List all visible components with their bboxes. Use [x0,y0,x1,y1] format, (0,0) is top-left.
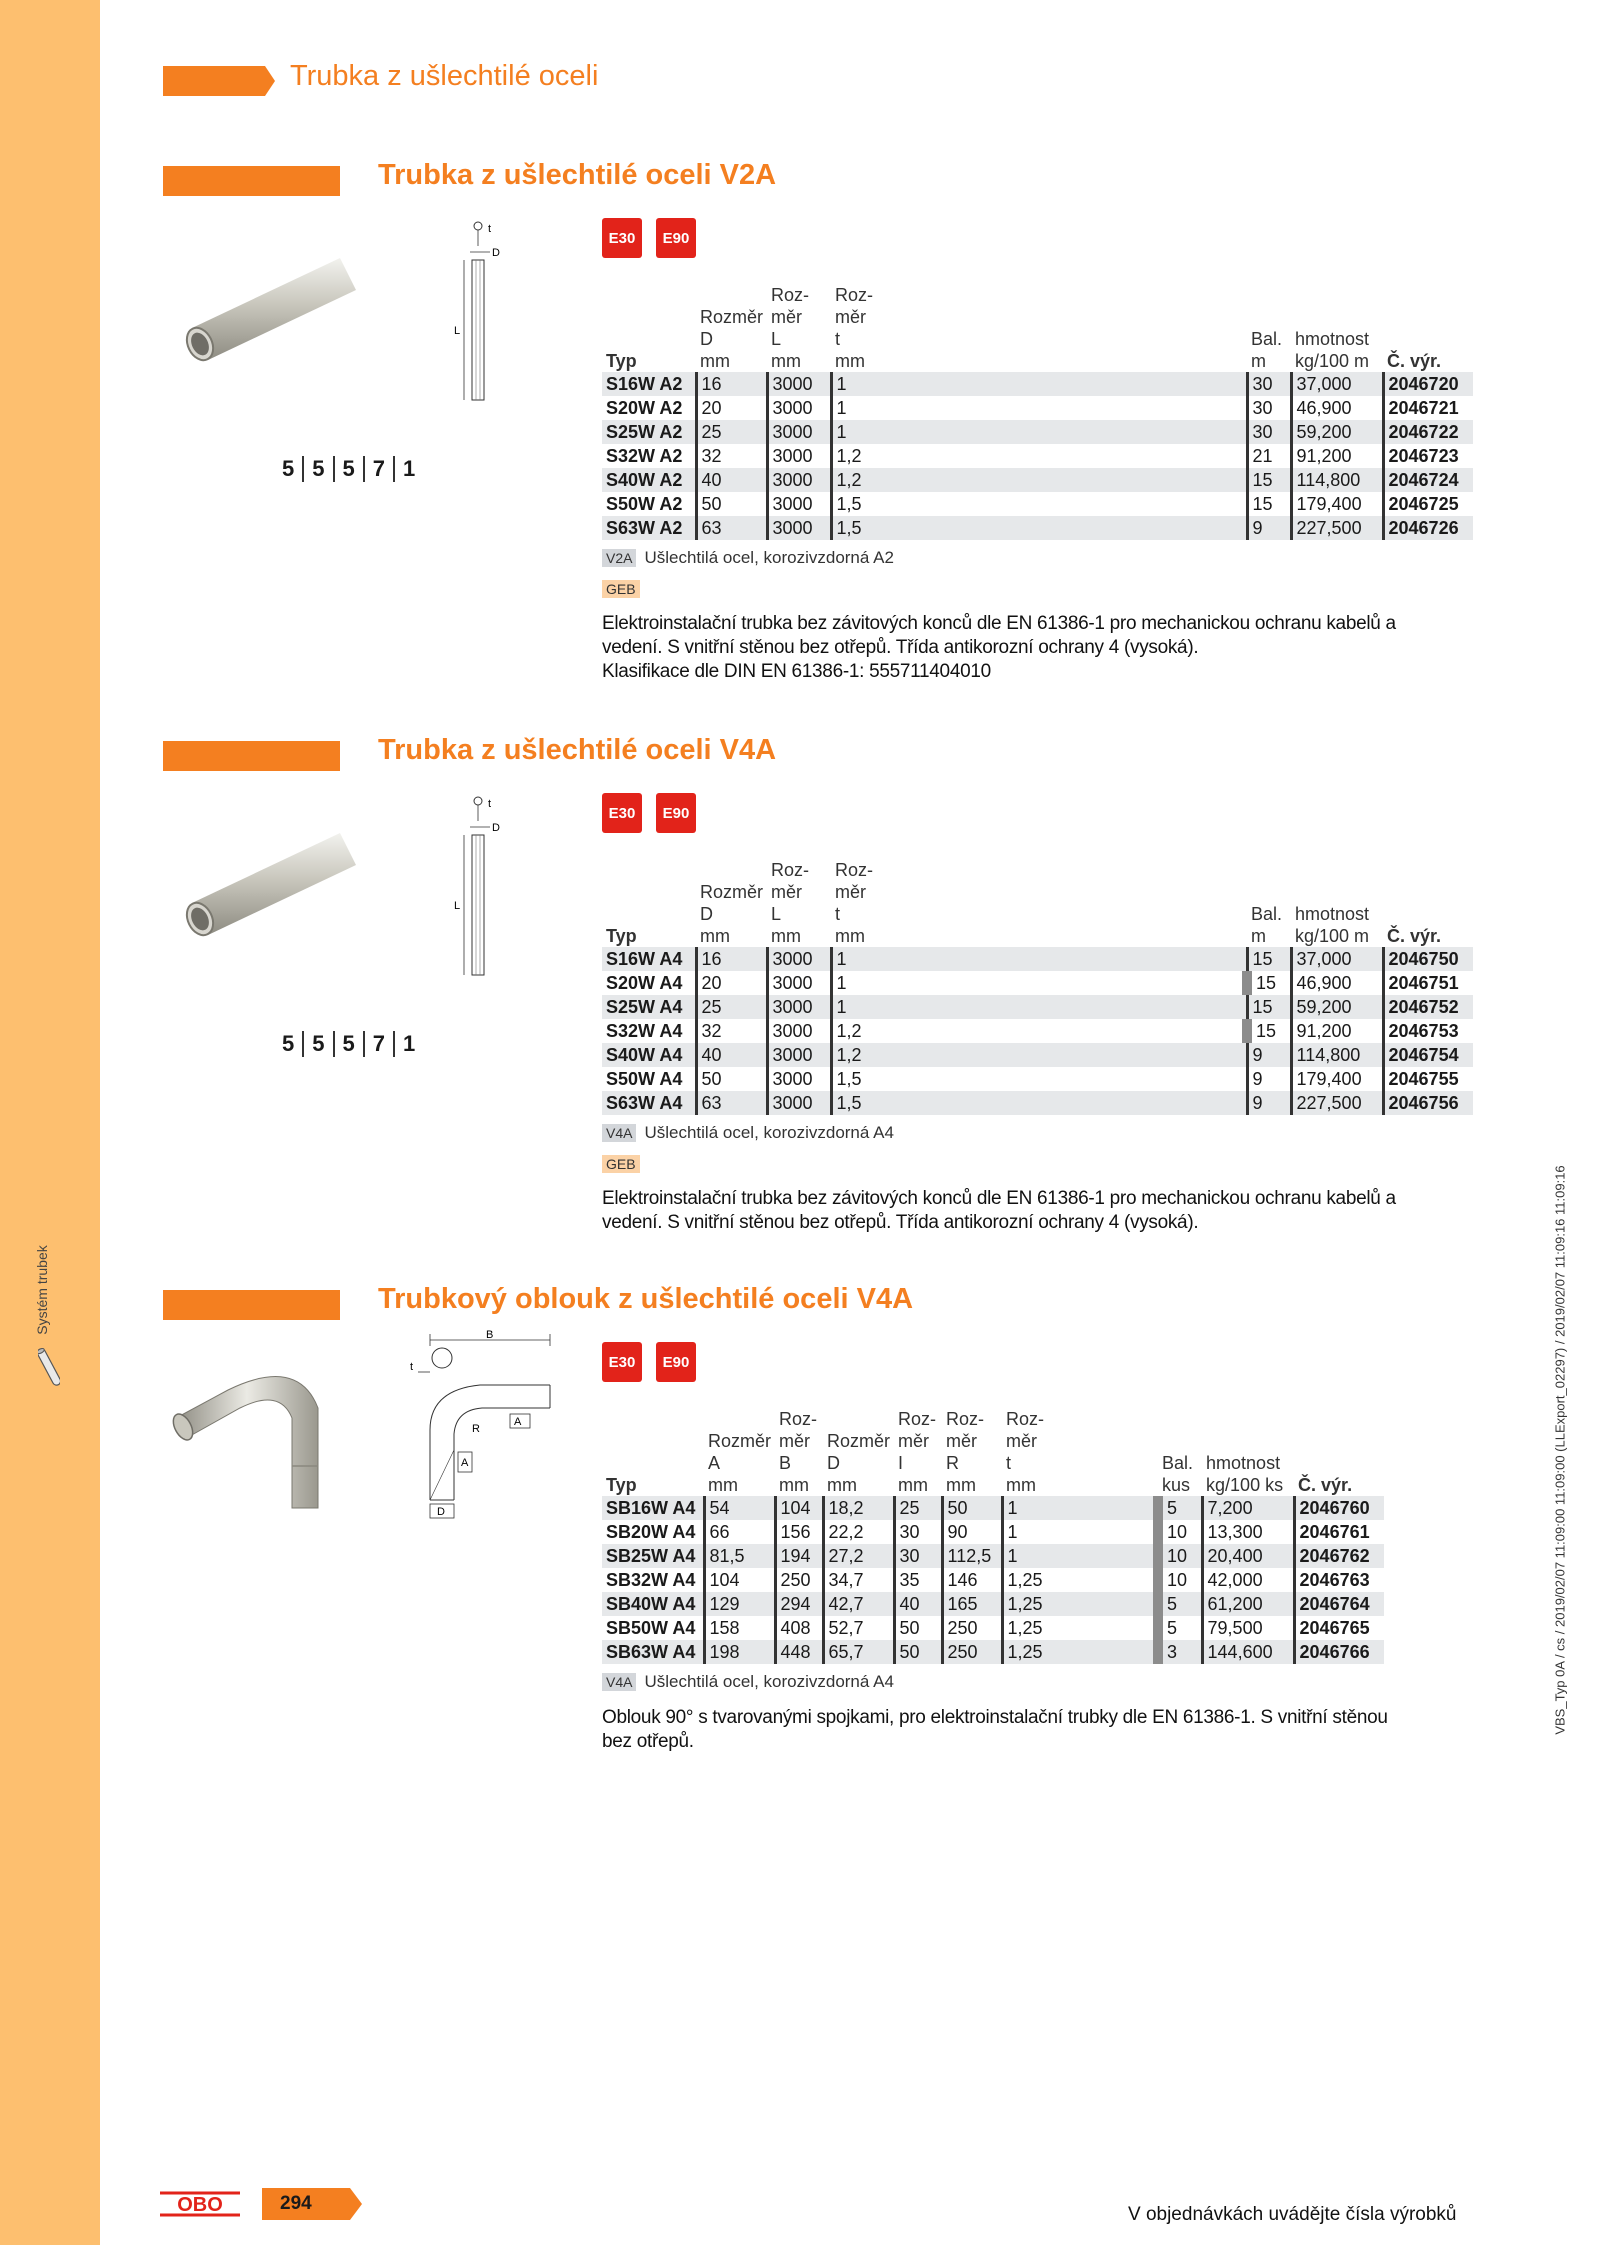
pipe-drawing [450,791,510,991]
side-band [0,0,100,2245]
col-bal: Bal. m [1251,904,1283,946]
table-row: S16W A2 16 3000 1 30 37,000 2046720 [602,372,1473,396]
bend-image [168,1348,348,1518]
pipe-image [180,250,360,370]
col-t: Roz- měr t mm [1006,1409,1045,1495]
col-t: Roz- měr t mm [835,860,874,946]
product-table [602,284,1473,540]
geb-tag: GEB [602,580,640,598]
section-bar [163,741,340,771]
pipe-icon [38,1345,60,1389]
footer-note: V objednávkách uvádějte čísla výrobků [1128,2204,1457,2225]
table-row: SB20W A4 66 156 22,2 30 90 1 10 13,300 2046761 [602,1520,1384,1544]
table-row: S40W A4 40 3000 1,2 9 114,800 2046754 [602,1043,1473,1067]
header-tab [163,66,275,96]
table-row: S32W A4 32 3000 1,2 15 91,200 2046753 [602,1019,1473,1043]
svg-text:L: L [454,900,461,912]
svg-text:A: A [461,1457,469,1469]
material-line [602,1672,894,1692]
table-row: S40W A2 40 3000 1,2 15 114,800 2046724 [602,468,1473,492]
col-i: Roz- měr I mm [898,1409,937,1495]
table-row: S20W A2 20 3000 1 30 46,900 2046721 [602,396,1473,420]
obo-logo [160,2190,240,2218]
pipe-image [180,825,360,945]
section-title: Trubkový oblouk z ušlechtilé oceli V4A [378,1283,914,1315]
fire-class-badges [602,793,696,833]
svg-text:t: t [410,1361,414,1373]
table-row: S63W A4 63 3000 1,5 9 227,500 2046756 [602,1091,1473,1115]
material-text: Ušlechtilá ocel, korozivzdorná A4 [644,1123,894,1142]
col-b: Roz- měr B mm [779,1409,818,1495]
col-d: Rozměr D mm [700,307,764,371]
print-metadata: VBS_Typ 0A / cs / 2019/02/07 11:09:00 11:09:00 (LLExport_02297) / 2019/02/07 11:09:16 11:09:16 [1552,1165,1568,1735]
product-code: 5 5 5 7 1 [282,1031,423,1057]
col-d: Rozměr D mm [827,1431,891,1495]
col-r: Roz- měr R mm [946,1409,985,1495]
table-row: SB40W A4 129 294 42,7 40 165 1,25 5 61,200 2046764 [602,1592,1384,1616]
fire-class-badges [602,218,696,258]
table-row: SB50W A4 158 408 52,7 50 250 1,25 5 79,500 2046765 [602,1616,1384,1640]
table-row: SB25W A4 81,5 194 27,2 30 112,5 1 10 20,400 2046762 [602,1544,1384,1568]
svg-text:L: L [454,325,461,337]
table-row: S32W A2 32 3000 1,2 21 91,200 2046723 [602,444,1473,468]
page-number: 294 [280,2193,312,2214]
material-tag: V2A [602,549,636,567]
material-line [602,548,894,568]
table-row: S25W A2 25 3000 1 30 59,200 2046722 [602,420,1473,444]
table-row: SB16W A4 54 104 18,2 25 50 1 5 7,200 2046760 [602,1496,1384,1520]
col-bal: Bal. m [1251,329,1283,371]
badge-e30: E30 [602,793,642,833]
material-tag: V4A [602,1124,636,1142]
badge-e90: E90 [656,1342,696,1382]
badge-e90: E90 [656,218,696,258]
section-bar [163,166,340,196]
table-row: S63W A2 63 3000 1,5 9 227,500 2046726 [602,516,1473,540]
badge-e30: E30 [602,218,642,258]
svg-text:A: A [514,1416,522,1428]
description: Oblouk 90° s tvarovanými spojkami, pro elektroinstalační trubky dle EN 61386-1. S vnitřní stěnou bez otřepů. [602,1707,1388,1752]
svg-text:D: D [492,247,500,259]
col-typ: Typ [606,926,637,946]
table-row: S50W A2 50 3000 1,5 15 179,400 2046725 [602,492,1473,516]
svg-text:t: t [488,798,492,810]
table-row: S25W A4 25 3000 1 15 59,200 2046752 [602,995,1473,1019]
material-line [602,1123,894,1143]
col-a: Rozměr A mm [708,1431,772,1495]
bend-drawing [410,1330,560,1520]
section-bar [163,1290,340,1320]
product-table [602,859,1473,1115]
material-text: Ušlechtilá ocel, korozivzdorná A4 [644,1672,894,1691]
col-weight: hmotnost kg/100 m [1295,329,1370,371]
svg-text:B: B [486,1330,494,1341]
table-row: SB63W A4 198 448 65,7 50 250 1,25 3 144,600 2046766 [602,1640,1384,1664]
col-number: Č. výr. [1387,351,1442,371]
section-title: Trubka z ušlechtilé oceli V2A [378,159,777,191]
svg-text:D: D [437,1506,445,1518]
product-table [602,1408,1384,1664]
material-text: Ušlechtilá ocel, korozivzdorná A2 [644,548,894,567]
fire-class-badges [602,1342,696,1382]
table-row: S16W A4 16 3000 1 15 37,000 2046750 [602,947,1473,971]
col-l: Roz- měr L mm [771,285,810,371]
pipe-drawing [450,216,510,416]
table-row: S20W A4 20 3000 1 15 46,900 2046751 [602,971,1473,995]
col-weight: hmotnost kg/100 ks [1206,1453,1284,1495]
col-weight: hmotnost kg/100 m [1295,904,1370,946]
svg-text:R: R [472,1423,480,1435]
section-title: Trubka z ušlechtilé oceli V4A [378,734,777,766]
col-typ: Typ [606,351,637,371]
col-number: Č. výr. [1387,926,1442,946]
svg-text:OBO: OBO [177,2194,223,2216]
col-t: Roz- měr t mm [835,285,874,371]
col-typ: Typ [606,1475,637,1495]
page-header-title: Trubka z ušlechtilé oceli [290,60,599,92]
col-number: Č. výr. [1298,1475,1353,1495]
material-tag: V4A [602,1673,636,1691]
geb-tag: GEB [602,1155,640,1173]
page-number-tab [262,2188,362,2220]
badge-e90: E90 [656,793,696,833]
product-code: 5 5 5 7 1 [282,456,423,482]
svg-text:t: t [488,223,492,235]
table-row: SB32W A4 104 250 34,7 35 146 1,25 10 42,000 2046763 [602,1568,1384,1592]
badge-e30: E30 [602,1342,642,1382]
col-bal: Bal. kus [1162,1453,1194,1495]
description: Elektroinstalační trubka bez závitových konců dle EN 61386-1 pro mechanickou ochranu kabelů a vedení. S vnitřní stěnou bez otřepů. Třída antikorozní ochrany 4 (vysoká). Klasifikace dle DIN EN 61386-1: 555711404010 [602,613,1396,682]
description: Elektroinstalační trubka bez závitových konců dle EN 61386-1 pro mechanickou ochranu kabelů a vedení. S vnitřní stěnou bez otřepů. Třída antikorozní ochrany 4 (vysoká). [602,1188,1396,1233]
col-d: Rozměr D mm [700,882,764,946]
table-row: S50W A4 50 3000 1,5 9 179,400 2046755 [602,1067,1473,1091]
side-label: Systém trubek [34,1245,50,1335]
col-l: Roz- měr L mm [771,860,810,946]
svg-text:D: D [492,822,500,834]
